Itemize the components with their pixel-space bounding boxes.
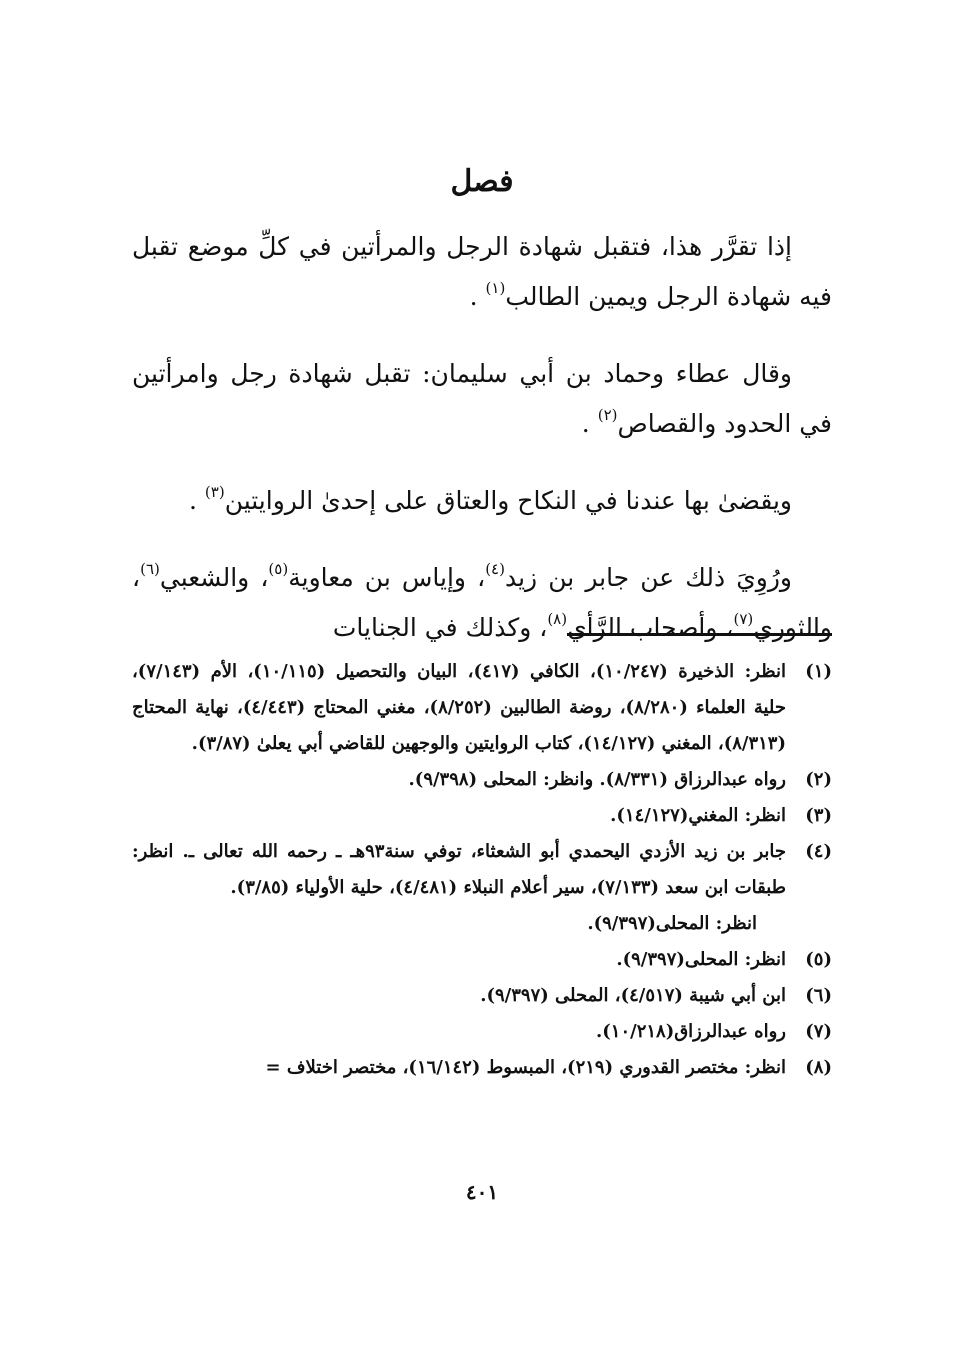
page-number: ٤٠١ bbox=[465, 1180, 499, 1204]
footnote-text: انظر: مختصر القدوري (٢١٩)، المبسوط (١٦/١٤٢)، مختصر اختلاف = bbox=[265, 1057, 786, 1078]
paragraph bbox=[132, 222, 832, 322]
footnote bbox=[132, 1050, 832, 1086]
footnote-marker: (٦) bbox=[140, 560, 160, 578]
paragraph-text: إذا تقرَّر هذا، فتقبل شهادة الرجل والمرأتين في كلِّ موضع تقبل فيه شهادة الرجل ويمين الطالب bbox=[132, 232, 832, 311]
footnote-number: (٧) bbox=[805, 1021, 832, 1042]
paragraph-text: ورُوِيَ ذلك عن جابر بن زيد bbox=[504, 563, 792, 592]
paragraph-text: وقال عطاء وحماد بن أبي سليمان: تقبل شهادة رجل وامرأتين في الحدود والقصاص bbox=[132, 359, 832, 438]
paragraph bbox=[132, 553, 832, 653]
footnote bbox=[132, 942, 832, 978]
paragraph-text: ، والثوري bbox=[132, 563, 832, 642]
paragraph-text: ويقضىٰ بها عندنا في النكاح والعتاق على إحدىٰ الروايتين bbox=[224, 486, 792, 515]
footnote-number: (٣) bbox=[805, 805, 832, 826]
footnote-continuation: انظر: المحلى(٩/٣٩٧). bbox=[587, 913, 757, 934]
footnote bbox=[132, 978, 832, 1014]
footnote-marker: (١) bbox=[485, 279, 506, 297]
footnote bbox=[132, 762, 832, 798]
paragraph-tail: . bbox=[581, 409, 598, 438]
footnote-divider bbox=[567, 633, 832, 636]
paragraph bbox=[132, 476, 832, 526]
paragraph-tail: . bbox=[189, 486, 205, 515]
footnote-text: انظر: المحلى(٩/٣٩٧). bbox=[616, 949, 786, 970]
paragraph bbox=[132, 349, 832, 449]
footnote-number: (٨) bbox=[805, 1057, 832, 1078]
footnote-number: (٦) bbox=[805, 985, 832, 1006]
footnote-number: (٢) bbox=[805, 769, 832, 790]
paragraph-text: ، وأصحاب الرَّأي bbox=[567, 613, 734, 642]
footnote bbox=[132, 654, 832, 762]
footnote-number: (٥) bbox=[805, 949, 832, 970]
footnote-marker: (٢) bbox=[597, 406, 618, 424]
footnote-number: (١) bbox=[805, 661, 832, 682]
footnote-text: ابن أبي شيبة (٤/٥١٧)، المحلى (٩/٣٩٧). bbox=[480, 985, 786, 1006]
main-text bbox=[132, 222, 832, 680]
footnote-marker: (٧) bbox=[733, 610, 754, 628]
footnote-text: انظر: الذخيرة (١٠/٢٤٧)، الكافي (٤١٧)، البيان والتحصيل (١٠/١١٥)، الأم (٧/١٤٣)، حلية العلماء (٨/٢٨٠)، روضة الطالبين (٨/٢٥٢)، مغني المحتاج (٤/٤٤٣)، نهاية المحتاج (٨/٣١٣)، المغني (١٤/١٢٧)، كتاب الروايتين والوجهين للقاضي أبي يعلىٰ (٣/٨٧). bbox=[132, 661, 787, 754]
footnote-marker: (٣) bbox=[204, 483, 225, 501]
footnote-marker: (٥) bbox=[268, 560, 289, 578]
paragraph-text: ، والشعبي bbox=[159, 563, 269, 592]
footnote-text: انظر: المغني(١٤/١٢٧). bbox=[610, 805, 786, 826]
footnote-text: رواه عبدالرزاق (٨/٣٣١). وانظر: المحلى (٩/٣٩٨). bbox=[408, 769, 786, 790]
footnote-text: جابر بن زيد الأزدي اليحمدي أبو الشعثاء، توفي سنة٩٣هـ ـ رحمه الله تعالى ـ. انظر: طبقات ابن سعد (٧/١٣٣)، سير أعلام النبلاء (٤/٤٨١)، حلية الأولياء (٣/٨٥). bbox=[132, 841, 786, 898]
paragraph-text: ، وكذلك في الجنايات bbox=[332, 613, 548, 642]
paragraph-text: ، وإياس بن معاوية bbox=[288, 563, 486, 592]
footnote-marker: (٨) bbox=[547, 610, 568, 628]
section-heading: فصل bbox=[450, 164, 514, 199]
footnote-marker: (٤) bbox=[485, 560, 505, 578]
footnote bbox=[132, 834, 832, 906]
footnote bbox=[132, 1014, 832, 1050]
paragraph-tail: . bbox=[469, 282, 486, 311]
footnotes bbox=[132, 654, 832, 1086]
footnote-text: رواه عبدالرزاق(١٠/٢١٨). bbox=[595, 1021, 786, 1042]
footnote bbox=[132, 798, 832, 834]
footnote-number: (٤) bbox=[805, 841, 832, 862]
